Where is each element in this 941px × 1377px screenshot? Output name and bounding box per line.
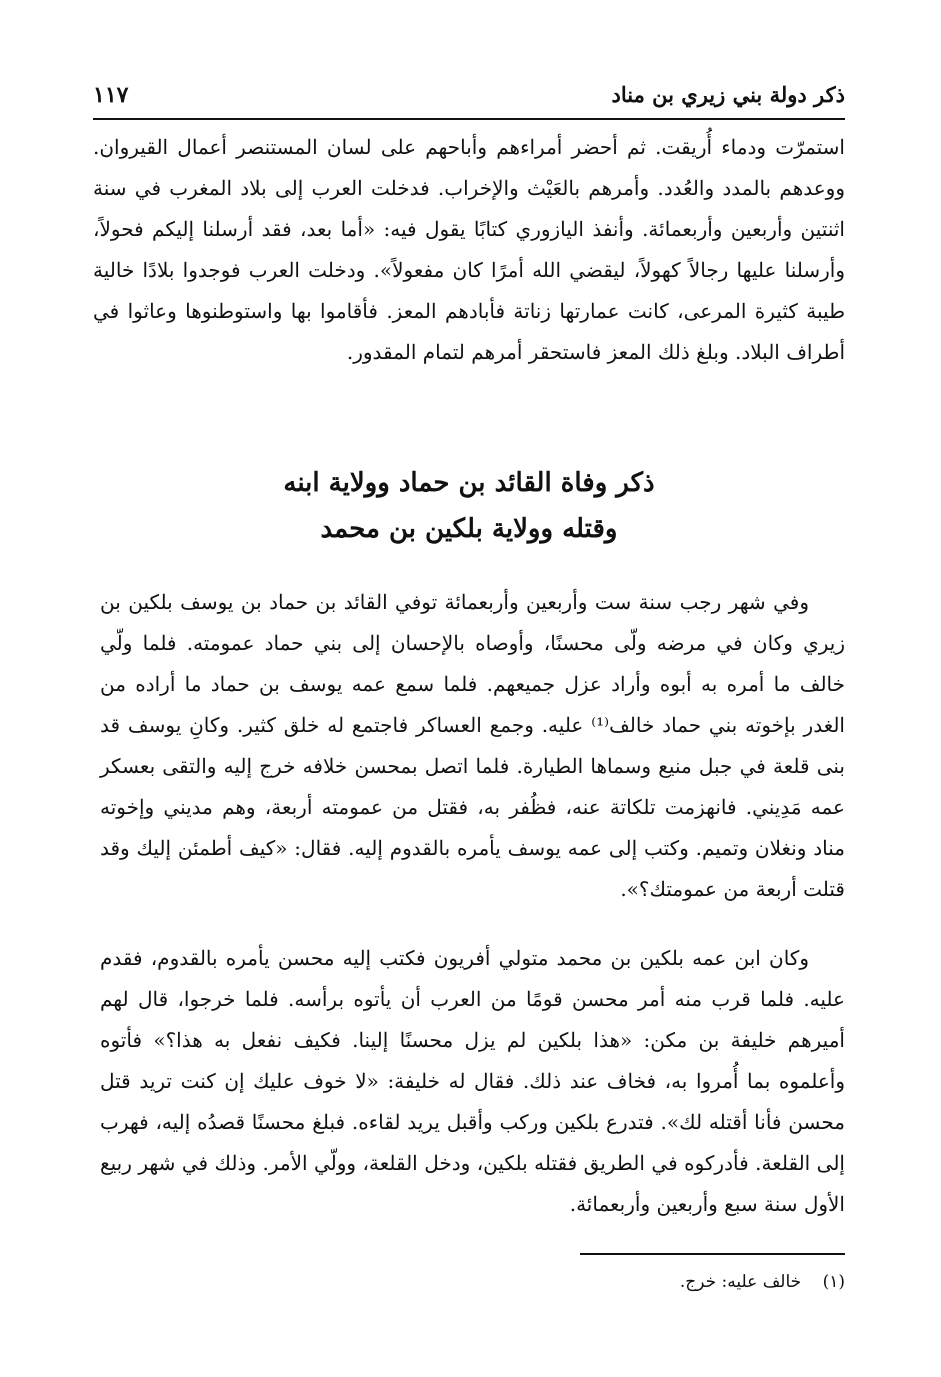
footnote-text: خالف عليه: خرج. bbox=[679, 1272, 802, 1292]
section-heading-line-2: وقتله وولاية بلكين بن محمد bbox=[320, 514, 618, 544]
paragraph-3: وكان ابن عمه بلكين بن محمد متولي أفريون فكتب إليه محسن يأمره بالقدوم، فقدم عليه. فلما قرب منه أمر محسن قومًا من العرب أن يأتوه برأسه. فلما خرجوا، قال لهم أميرهم خليفة بن مكن: «هذا بلكين لم يزل محسنًا إلينا. فكيف نفعل به هذا؟» فأتوه وأعلموه بما أُمروا به، فخاف عند ذلك. فقال له خليفة: «لا خوف عليك إن كنت تريد قتل محسن فأنا أقتله لك». فتدرع بلكين وركب وأقبل يريد لقاءه. فبلغ محسنًا قصدُه إليه، فهرب إلى القلعة. فأدركوه في الطريق فقتله بلكين، ودخل القلعة، وولّي الأمر. وذلك في شهر ربيع الأول سنة سبع وأربعين وأربعمائة. bbox=[100, 946, 845, 1216]
running-title: ذكر دولة بني زيري بن مناد bbox=[611, 82, 845, 107]
footnote-divider bbox=[580, 1253, 845, 1255]
section-heading-line-1: ذكر وفاة القائد بن حماد وولاية ابنه bbox=[283, 468, 655, 498]
running-header bbox=[93, 78, 845, 120]
page-number: ١١٧ bbox=[93, 82, 129, 108]
paragraph-1: استمرّت ودماء أُريقت. ثم أحضر أمراءهم وأباحهم على لسان المستنصر أعمال القيروان. ووعدهم بالمدد والعُدد. وأمرهم بالعَيْث والإخراب. فدخلت العرب إلى بلاد المغرب في سنة اثنتين وأربعين وأربعمائة. وأنفذ اليازوري كتابًا يقول فيه: «أما بعد، فقد أرسلنا إليكم فحولاً، وأرسلنا عليها رجالاً كهولاً، ليقضي الله أمرًا كان مفعولاً». ودخلت العرب فوجدوا بلادًا خالية طيبة كثيرة المرعى، كانت عمارتها زناتة فأبادهم المعز. فأقاموا بها واستوطنوها وعاثوا في أطراف البلاد. وبلغ ذلك المعز فاستحقر أمرهم لتمام المقدور. bbox=[93, 135, 845, 364]
paragraph-2: وفي شهر رجب سنة ست وأربعين وأربعمائة توفي القائد بن حماد بن يوسف بلكين بن زيري وكان في مرضه ولّى محسنًا، وأوصاه بالإحسان إلى بني حماد عمومته. فلما ولّي خالف ما أمره به أبوه وأراد عزل جميعهم. فلما سمع عمه يوسف بن حماد ما أراده من الغدر بإخوته بني حماد خالف⁽¹⁾ عليه. وجمع العساكر فاجتمع له خلق كثير. وكانِ يوسف قد بنى قلعة في جبل منيع وسماها الطيارة. فلما اتصل بمحسن خلافه خرج إليه والتقى بعسكر عمه مَدِيني. فانهزمت تلكاتة عنه، فظُفر به، فقتل من عمومته أربعة، وهم مديني وإخوته مناد ونغلان وتميم. وكتب إلى عمه يوسف يأمره بالقدوم إليه. فقال: «كيف أطمئن إليك وقد قتلت أربعة من عمومتك؟». bbox=[100, 590, 845, 901]
section-heading bbox=[93, 460, 845, 552]
footnote-marker: (١) bbox=[822, 1272, 845, 1292]
footnote bbox=[680, 1268, 845, 1296]
